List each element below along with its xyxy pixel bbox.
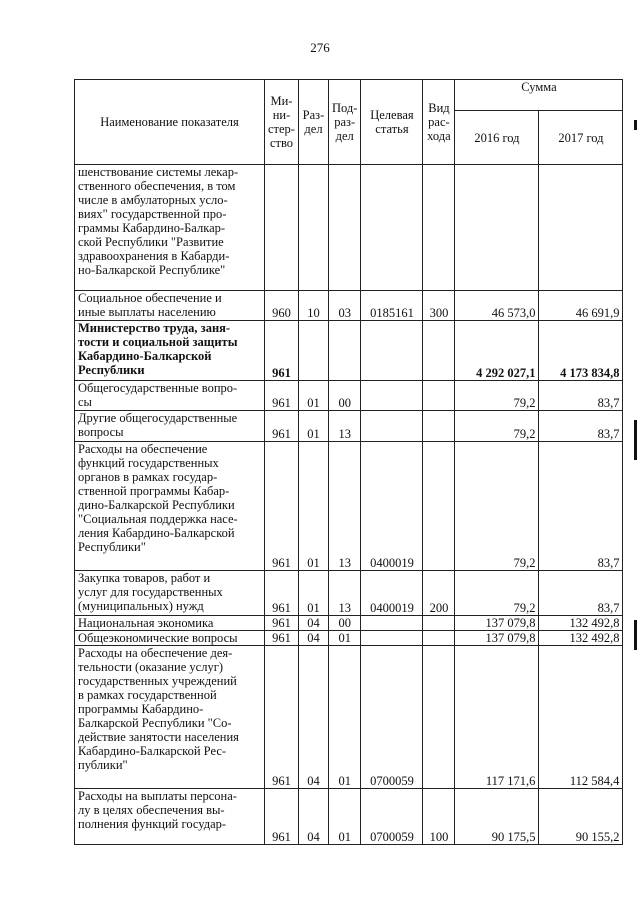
row-ministry: 961 xyxy=(265,381,299,411)
row-target xyxy=(361,631,423,646)
table-row xyxy=(75,442,623,571)
row-ministry xyxy=(265,165,299,291)
row-ministry: 961 xyxy=(265,631,299,646)
row-name: Министерство труда, заня- тости и социальной защиты Кабардино-Балкарской Республики xyxy=(75,321,265,381)
row-ministry: 961 xyxy=(265,646,299,789)
scan-margin-mark xyxy=(634,120,637,130)
row-expense-type: 300 xyxy=(423,291,455,321)
row-section: 01 xyxy=(298,381,328,411)
row-target xyxy=(361,616,423,631)
row-amount-2016: 79,2 xyxy=(455,411,539,442)
row-target xyxy=(361,321,423,381)
row-amount-2017: 83,7 xyxy=(539,381,623,411)
row-amount-2017: 90 155,2 xyxy=(539,789,623,845)
header-ministry: Ми- ни- стер- ство xyxy=(265,80,299,165)
row-target: 0700059 xyxy=(361,789,423,845)
row-target: 0400019 xyxy=(361,442,423,571)
row-name: Общеэкономические вопросы xyxy=(75,631,265,646)
row-target xyxy=(361,165,423,291)
header-sum: Сумма xyxy=(455,80,623,111)
row-amount-2017: 83,7 xyxy=(539,442,623,571)
row-target xyxy=(361,411,423,442)
row-section xyxy=(298,165,328,291)
header-subsection: Под- раз- дел xyxy=(328,80,360,165)
row-name: Расходы на выплаты персона- лу в целях обеспечения вы- полнения функций государ- xyxy=(75,789,265,845)
row-subsection: 13 xyxy=(328,411,360,442)
header-target: Целевая статья xyxy=(361,80,423,165)
table-row xyxy=(75,165,623,291)
row-target: 0185161 xyxy=(361,291,423,321)
row-subsection: 03 xyxy=(328,291,360,321)
row-expense-type xyxy=(423,616,455,631)
row-subsection: 13 xyxy=(328,571,360,616)
row-amount-2017: 4 173 834,8 xyxy=(539,321,623,381)
row-target xyxy=(361,381,423,411)
row-expense-type xyxy=(423,411,455,442)
row-subsection: 01 xyxy=(328,646,360,789)
row-name: Другие общегосударственные вопросы xyxy=(75,411,265,442)
row-expense-type xyxy=(423,381,455,411)
row-name: Расходы на обеспечение функций государственных органов в рамках государ- ственной программы Кабар- дино-Балкарской Республики "Социальная поддержка насе- ления Кабардино-Балкарской Республики" xyxy=(75,442,265,571)
row-ministry: 961 xyxy=(265,411,299,442)
table-row xyxy=(75,381,623,411)
header-name: Наименование показателя xyxy=(75,80,265,165)
row-ministry: 961 xyxy=(265,442,299,571)
header-year-2016: 2016 год xyxy=(455,111,539,165)
scan-margin-mark xyxy=(634,620,637,650)
row-subsection: 00 xyxy=(328,381,360,411)
row-amount-2016: 46 573,0 xyxy=(455,291,539,321)
row-subsection: 13 xyxy=(328,442,360,571)
row-section: 04 xyxy=(298,631,328,646)
table-row xyxy=(75,789,623,845)
table-row xyxy=(75,291,623,321)
row-amount-2016: 137 079,8 xyxy=(455,631,539,646)
row-amount-2017: 46 691,9 xyxy=(539,291,623,321)
row-expense-type xyxy=(423,165,455,291)
row-amount-2017: 83,7 xyxy=(539,411,623,442)
row-amount-2017 xyxy=(539,165,623,291)
row-name: шенствование системы лекар- ственного обеспечения, в том числе в амбулаторных усло- виях" государственной про- граммы Кабардино-Балкар- ской Республики "Развитие здравоохранения в Кабарди- но-Балкарской Республике" xyxy=(75,165,265,291)
row-section: 01 xyxy=(298,571,328,616)
row-amount-2017: 132 492,8 xyxy=(539,616,623,631)
row-ministry: 960 xyxy=(265,291,299,321)
row-amount-2017: 112 584,4 xyxy=(539,646,623,789)
row-subsection xyxy=(328,165,360,291)
row-amount-2016: 137 079,8 xyxy=(455,616,539,631)
row-expense-type xyxy=(423,321,455,381)
row-amount-2017: 132 492,8 xyxy=(539,631,623,646)
table-row xyxy=(75,321,623,381)
row-subsection xyxy=(328,321,360,381)
table-row xyxy=(75,616,623,631)
table-row xyxy=(75,411,623,442)
table-row xyxy=(75,571,623,616)
row-name: Национальная экономика xyxy=(75,616,265,631)
row-name: Общегосударственные вопро- сы xyxy=(75,381,265,411)
row-amount-2016 xyxy=(455,165,539,291)
row-ministry: 961 xyxy=(265,571,299,616)
row-section: 01 xyxy=(298,442,328,571)
header-section: Раз- дел xyxy=(298,80,328,165)
table-row xyxy=(75,646,623,789)
row-amount-2016: 90 175,5 xyxy=(455,789,539,845)
row-ministry: 961 xyxy=(265,789,299,845)
row-expense-type xyxy=(423,442,455,571)
row-target: 0400019 xyxy=(361,571,423,616)
row-amount-2016: 4 292 027,1 xyxy=(455,321,539,381)
row-expense-type xyxy=(423,646,455,789)
table-body xyxy=(75,165,623,845)
row-ministry: 961 xyxy=(265,321,299,381)
row-amount-2017: 83,7 xyxy=(539,571,623,616)
row-target: 0700059 xyxy=(361,646,423,789)
row-amount-2016: 79,2 xyxy=(455,381,539,411)
row-section: 04 xyxy=(298,646,328,789)
header-year-2017: 2017 год xyxy=(539,111,623,165)
row-amount-2016: 79,2 xyxy=(455,571,539,616)
row-name: Социальное обеспечение и иные выплаты населению xyxy=(75,291,265,321)
row-expense-type xyxy=(423,631,455,646)
table-row xyxy=(75,631,623,646)
row-section: 04 xyxy=(298,789,328,845)
row-name: Расходы на обеспечение дея- тельности (оказание услуг) государственных учреждений в рамках государственной программы Кабардино- Балкарской Республики "Со- действие занятости населения Кабардино-Балкарской Рес- публики" xyxy=(75,646,265,789)
row-expense-type: 100 xyxy=(423,789,455,845)
row-section: 04 xyxy=(298,616,328,631)
row-amount-2016: 79,2 xyxy=(455,442,539,571)
row-subsection: 01 xyxy=(328,631,360,646)
header-expense-type: Вид рас- хода xyxy=(423,80,455,165)
row-subsection: 01 xyxy=(328,789,360,845)
row-ministry: 961 xyxy=(265,616,299,631)
budget-table xyxy=(74,79,623,845)
row-expense-type: 200 xyxy=(423,571,455,616)
page-number: 276 xyxy=(310,40,330,55)
row-name: Закупка товаров, работ и услуг для государственных (муниципальных) нужд xyxy=(75,571,265,616)
row-section: 01 xyxy=(298,411,328,442)
row-section xyxy=(298,321,328,381)
row-amount-2016: 117 171,6 xyxy=(455,646,539,789)
row-section: 10 xyxy=(298,291,328,321)
scan-margin-mark xyxy=(634,420,637,460)
row-subsection: 00 xyxy=(328,616,360,631)
